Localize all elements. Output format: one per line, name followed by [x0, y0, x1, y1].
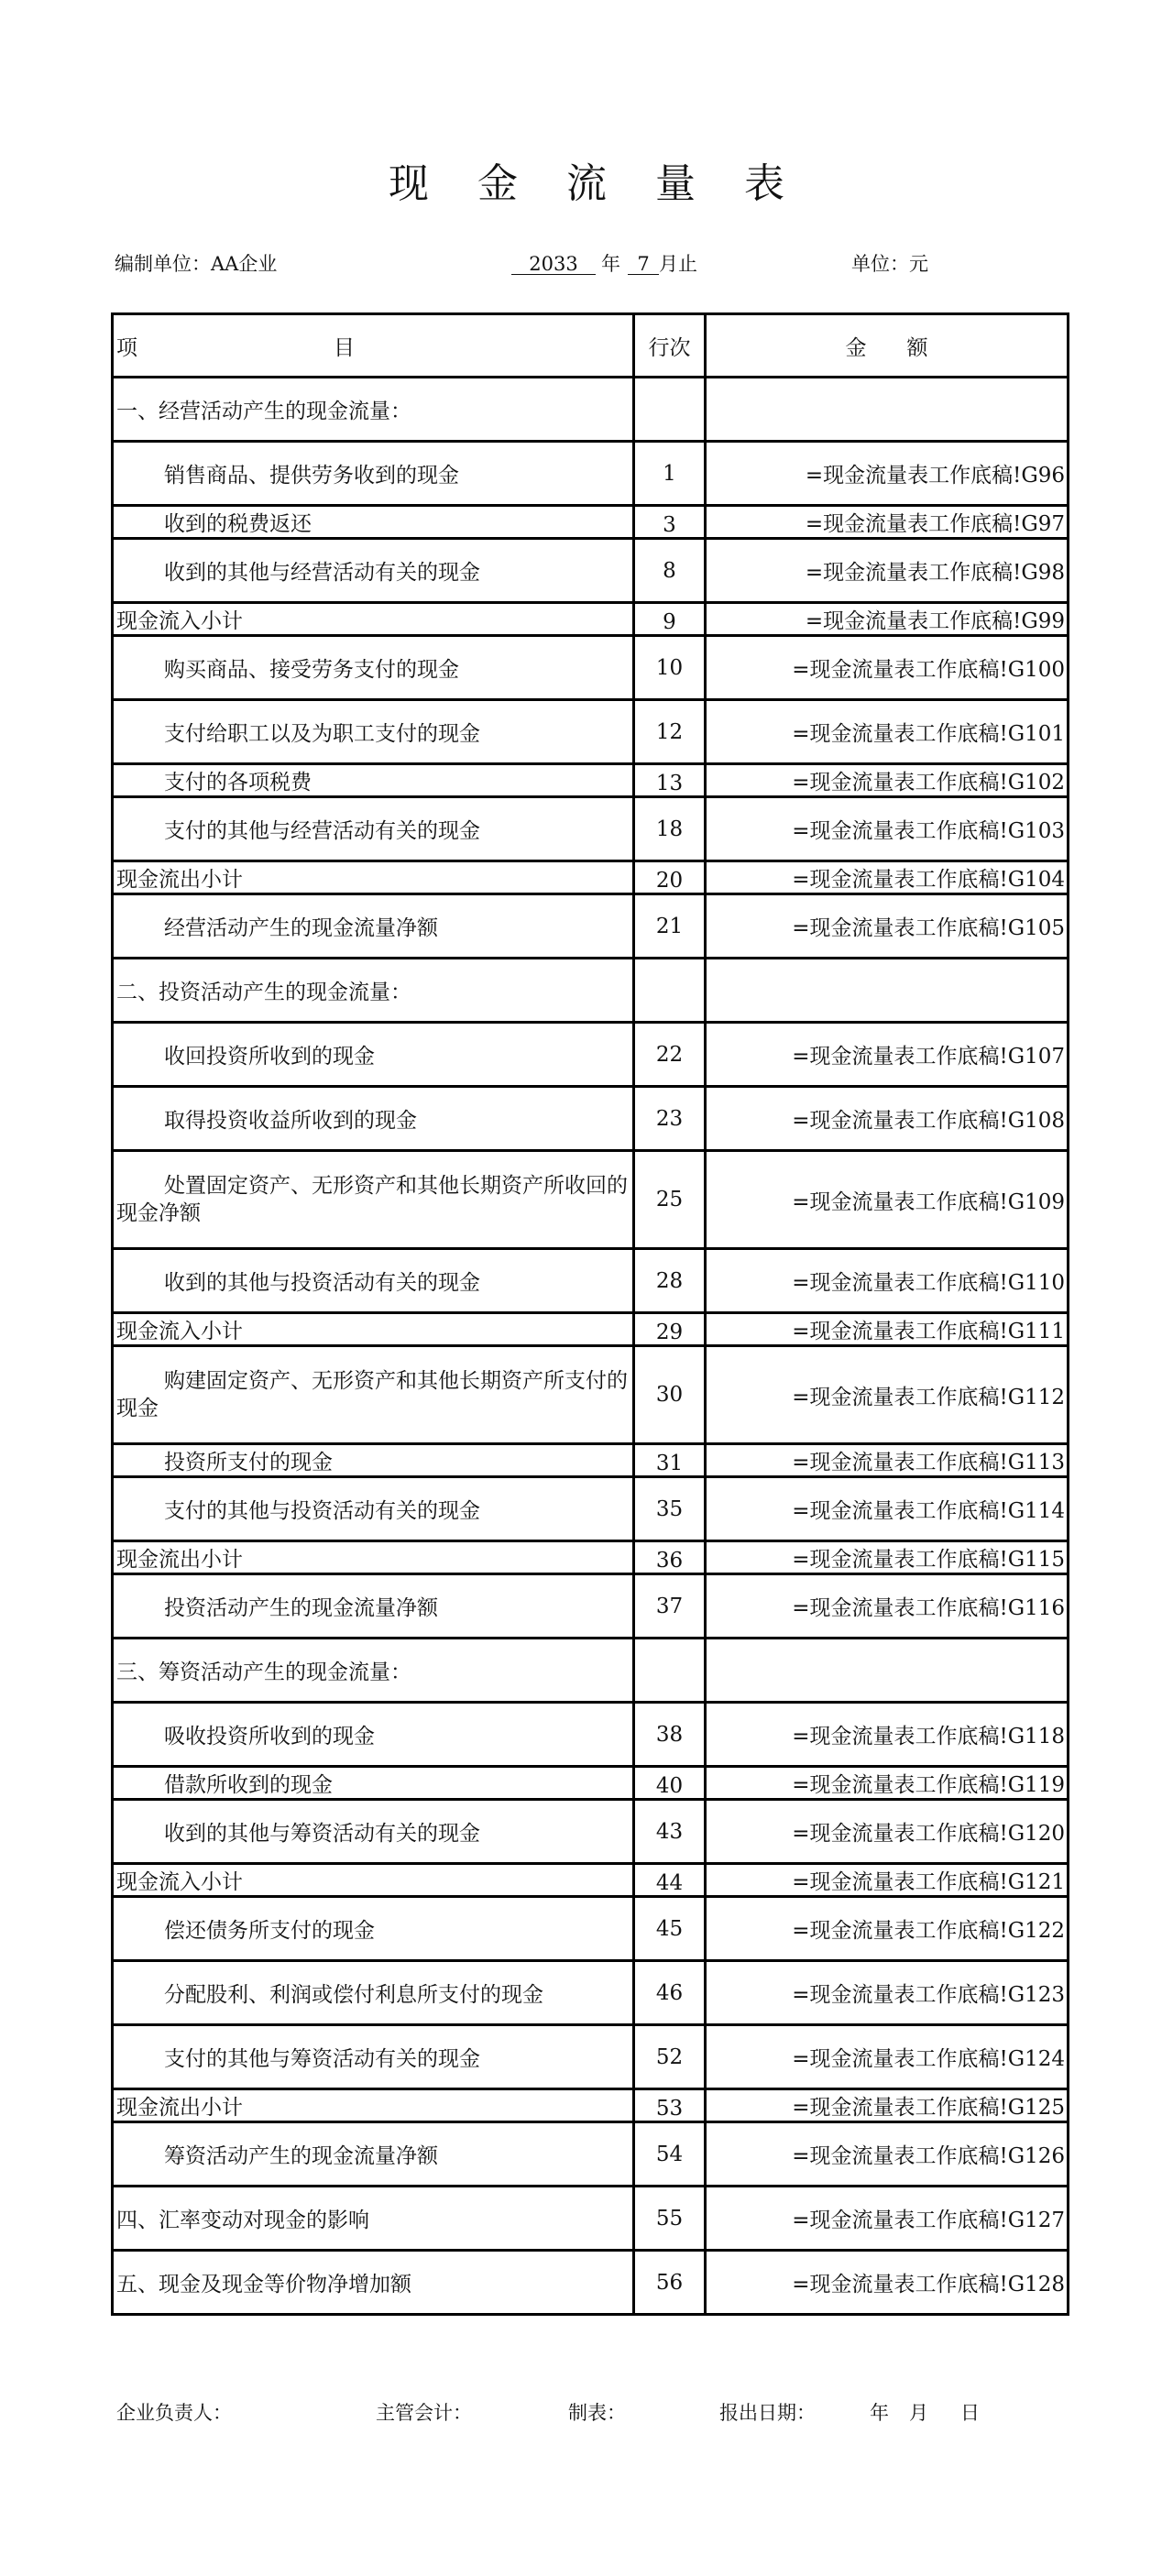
- amount-cell[interactable]: =现金流量表工作底稿!G107: [706, 1023, 1069, 1087]
- line-no-cell[interactable]: 9: [634, 603, 706, 636]
- table-row: [113, 1897, 1069, 1961]
- amount-cell[interactable]: =现金流量表工作底稿!G125: [706, 2089, 1069, 2122]
- item-label: 投资活动产生的现金流量净额: [164, 1596, 438, 1620]
- line-no-cell[interactable]: 40: [634, 1767, 706, 1800]
- header-item: [113, 314, 634, 378]
- item-cell[interactable]: [113, 1800, 634, 1864]
- table-row: [113, 1023, 1069, 1087]
- table-row: [113, 1961, 1069, 2025]
- item-label: 投资所支付的现金: [164, 1451, 333, 1474]
- item-cell[interactable]: [113, 1477, 634, 1541]
- amount-cell[interactable]: =现金流量表工作底稿!G123: [706, 1961, 1069, 2025]
- line-no-cell[interactable]: 13: [634, 764, 706, 797]
- line-no-cell[interactable]: 44: [634, 1864, 706, 1897]
- table-row: [113, 2025, 1069, 2089]
- amount-cell[interactable]: =现金流量表工作底稿!G110: [706, 1249, 1069, 1313]
- item-label: 一、经营活动产生的现金流量：: [116, 400, 411, 423]
- item-cell[interactable]: [113, 700, 634, 764]
- item-cell[interactable]: [113, 1703, 634, 1767]
- table-row: [113, 700, 1069, 764]
- table-row: [113, 539, 1069, 603]
- footer-chief-accountant: 主管会计：: [376, 2402, 472, 2424]
- table-row: [113, 442, 1069, 506]
- line-no-cell[interactable]: 18: [634, 797, 706, 861]
- section-row: [113, 2251, 1069, 2315]
- item-cell[interactable]: [113, 636, 634, 700]
- line-no-cell[interactable]: 22: [634, 1023, 706, 1087]
- amount-cell[interactable]: =现金流量表工作底稿!G126: [706, 2122, 1069, 2187]
- subtotal-row: [113, 2089, 1069, 2122]
- amount-cell[interactable]: =现金流量表工作底稿!G124: [706, 2025, 1069, 2089]
- amount-cell[interactable]: =现金流量表工作底稿!G122: [706, 1897, 1069, 1961]
- amount-cell[interactable]: =现金流量表工作底稿!G114: [706, 1477, 1069, 1541]
- table-row: [113, 1444, 1069, 1477]
- amount-cell[interactable]: [706, 378, 1069, 442]
- item-cell[interactable]: [113, 1864, 634, 1897]
- item-label: 支付的其他与经营活动有关的现金: [164, 819, 480, 843]
- line-no-cell[interactable]: 36: [634, 1541, 706, 1574]
- item-cell[interactable]: [113, 1249, 634, 1313]
- header-amount: 金额: [706, 314, 1069, 378]
- item-label: 收回投资所收到的现金: [164, 1045, 375, 1069]
- table-row: [113, 1249, 1069, 1313]
- header-line-no: 行次: [634, 314, 706, 378]
- amount-cell[interactable]: =现金流量表工作底稿!G98: [706, 539, 1069, 603]
- section-row: [113, 1639, 1069, 1703]
- line-no-cell[interactable]: [634, 1639, 706, 1703]
- item-label: 支付的其他与投资活动有关的现金: [164, 1499, 480, 1523]
- line-no-cell[interactable]: 53: [634, 2089, 706, 2122]
- item-cell[interactable]: [113, 1087, 634, 1151]
- amount-cell[interactable]: =现金流量表工作底稿!G108: [706, 1087, 1069, 1151]
- item-label: 吸收投资所收到的现金: [164, 1725, 375, 1748]
- item-label: 收到的其他与投资活动有关的现金: [164, 1271, 480, 1295]
- amount-cell[interactable]: =现金流量表工作底稿!G120: [706, 1800, 1069, 1864]
- line-no-cell[interactable]: 10: [634, 636, 706, 700]
- section-row: [113, 2187, 1069, 2251]
- table-row: [113, 1800, 1069, 1864]
- amount-cell[interactable]: [706, 1639, 1069, 1703]
- report-month: 7: [628, 254, 659, 275]
- amount-cell[interactable]: =现金流量表工作底稿!G99: [706, 603, 1069, 636]
- item-cell[interactable]: [113, 603, 634, 636]
- item-label: 收到的其他与经营活动有关的现金: [164, 561, 480, 585]
- item-cell[interactable]: [113, 861, 634, 894]
- item-cell[interactable]: [113, 2187, 634, 2251]
- table-row: [113, 2122, 1069, 2187]
- footer-preparer: 制表：: [568, 2402, 626, 2424]
- item-label: 收到的其他与筹资活动有关的现金: [164, 1822, 480, 1846]
- amount-cell[interactable]: =现金流量表工作底稿!G128: [706, 2251, 1069, 2315]
- line-no-cell[interactable]: 54: [634, 2122, 706, 2187]
- amount-cell[interactable]: =现金流量表工作底稿!G121: [706, 1864, 1069, 1897]
- item-label: 支付给职工以及为职工支付的现金: [164, 722, 480, 746]
- amount-cell[interactable]: =现金流量表工作底稿!G111: [706, 1313, 1069, 1346]
- amount-cell[interactable]: =现金流量表工作底稿!G104: [706, 861, 1069, 894]
- item-label: 现金流入小计: [116, 1870, 243, 1894]
- amount-cell[interactable]: =现金流量表工作底稿!G102: [706, 764, 1069, 797]
- line-no-cell[interactable]: 37: [634, 1574, 706, 1639]
- currency-unit: 单位：元: [851, 253, 928, 275]
- line-no-cell[interactable]: 56: [634, 2251, 706, 2315]
- item-cell[interactable]: [113, 1151, 634, 1249]
- line-no-cell[interactable]: 29: [634, 1313, 706, 1346]
- amount-cell[interactable]: =现金流量表工作底稿!G112: [706, 1346, 1069, 1444]
- year-suffix: 年: [601, 253, 620, 275]
- amount-cell[interactable]: =现金流量表工作底稿!G113: [706, 1444, 1069, 1477]
- item-cell[interactable]: [113, 1023, 634, 1087]
- item-label: 现金流出小计: [116, 1548, 243, 1572]
- cash-flow-table: [111, 312, 1069, 2316]
- item-cell[interactable]: [113, 894, 634, 959]
- item-label: 经营活动产生的现金流量净额: [164, 916, 438, 940]
- item-label: 销售商品、提供劳务收到的现金: [164, 464, 459, 488]
- subtotal-row: [113, 861, 1069, 894]
- amount-cell[interactable]: =现金流量表工作底稿!G109: [706, 1151, 1069, 1249]
- item-label: 借款所收到的现金: [164, 1773, 333, 1797]
- item-cell[interactable]: [113, 1444, 634, 1477]
- item-cell[interactable]: [113, 1541, 634, 1574]
- item-cell[interactable]: [113, 539, 634, 603]
- report-year: 2033: [511, 254, 596, 275]
- item-label: 现金流出小计: [116, 868, 243, 892]
- item-cell[interactable]: [113, 1767, 634, 1800]
- amount-cell[interactable]: =现金流量表工作底稿!G118: [706, 1703, 1069, 1767]
- line-no-cell[interactable]: 43: [634, 1800, 706, 1864]
- item-cell[interactable]: [113, 2122, 634, 2187]
- amount-cell[interactable]: =现金流量表工作底稿!G96: [706, 442, 1069, 506]
- item-cell[interactable]: [113, 506, 634, 539]
- item-label: 取得投资收益所收到的现金: [164, 1109, 417, 1133]
- line-no-cell[interactable]: 20: [634, 861, 706, 894]
- amount-cell[interactable]: =现金流量表工作底稿!G103: [706, 797, 1069, 861]
- item-label: 收到的税费返还: [164, 512, 312, 536]
- item-cell[interactable]: [113, 1346, 634, 1444]
- section-row: [113, 378, 1069, 442]
- table-row: [113, 797, 1069, 861]
- line-no-cell[interactable]: 45: [634, 1897, 706, 1961]
- amount-cell[interactable]: =现金流量表工作底稿!G116: [706, 1574, 1069, 1639]
- item-label: 四、汇率变动对现金的影响: [116, 2209, 369, 2232]
- subtotal-row: [113, 1864, 1069, 1897]
- line-no-cell[interactable]: 8: [634, 539, 706, 603]
- item-label: 现金流入小计: [116, 609, 243, 633]
- amount-cell[interactable]: =现金流量表工作底稿!G100: [706, 636, 1069, 700]
- amount-cell[interactable]: =现金流量表工作底稿!G115: [706, 1541, 1069, 1574]
- line-no-cell[interactable]: 21: [634, 894, 706, 959]
- page-title: 现金流量表: [389, 160, 833, 207]
- item-cell[interactable]: [113, 2025, 634, 2089]
- item-cell[interactable]: [113, 378, 634, 442]
- header-item-right: 目: [334, 335, 355, 360]
- amount-cell[interactable]: =现金流量表工作底稿!G97: [706, 506, 1069, 539]
- subtotal-row: [113, 1541, 1069, 1574]
- footer-month: 月: [909, 2402, 928, 2424]
- table-row: [113, 894, 1069, 959]
- footer-year: 年: [870, 2402, 889, 2424]
- amount-cell[interactable]: =现金流量表工作底稿!G119: [706, 1767, 1069, 1800]
- item-label: 偿还债务所支付的现金: [164, 1919, 375, 1943]
- item-cell[interactable]: [113, 1961, 634, 2025]
- line-no-cell[interactable]: 38: [634, 1703, 706, 1767]
- table-header-row: [113, 314, 1069, 378]
- line-no-cell[interactable]: 35: [634, 1477, 706, 1541]
- item-label: 购建固定资产、无形资产和其他长期资产所支付的现金: [116, 1369, 628, 1420]
- item-cell[interactable]: [113, 1574, 634, 1639]
- table-row: [113, 1477, 1069, 1541]
- amount-cell[interactable]: =现金流量表工作底稿!G105: [706, 894, 1069, 959]
- line-no-cell[interactable]: 3: [634, 506, 706, 539]
- table-row: [113, 764, 1069, 797]
- item-label: 三、筹资活动产生的现金流量：: [116, 1661, 411, 1684]
- table-row: [113, 1087, 1069, 1151]
- item-cell[interactable]: [113, 2089, 634, 2122]
- item-label: 现金流入小计: [116, 1320, 243, 1343]
- footer-report-date: 报出日期：: [719, 2402, 816, 2424]
- footer-day: 日: [960, 2402, 980, 2424]
- line-no-cell[interactable]: 28: [634, 1249, 706, 1313]
- line-no-cell[interactable]: 1: [634, 442, 706, 506]
- item-cell[interactable]: [113, 1639, 634, 1703]
- item-label: 筹资活动产生的现金流量净额: [164, 2144, 438, 2168]
- item-cell[interactable]: [113, 1897, 634, 1961]
- item-cell[interactable]: [113, 2251, 634, 2315]
- line-no-cell[interactable]: 23: [634, 1087, 706, 1151]
- item-cell[interactable]: [113, 797, 634, 861]
- table-row: [113, 1151, 1069, 1249]
- item-cell[interactable]: [113, 764, 634, 797]
- month-suffix: 月止: [659, 253, 697, 275]
- item-label: 二、投资活动产生的现金流量：: [116, 981, 411, 1004]
- item-cell[interactable]: [113, 442, 634, 506]
- item-cell[interactable]: [113, 1313, 634, 1346]
- header-item-left: 项: [116, 335, 137, 360]
- line-no-cell[interactable]: 52: [634, 2025, 706, 2089]
- item-cell[interactable]: [113, 959, 634, 1023]
- table-row: [113, 1574, 1069, 1639]
- item-label: 五、现金及现金等价物净增加额: [116, 2273, 411, 2296]
- item-label: 支付的其他与筹资活动有关的现金: [164, 2047, 480, 2071]
- line-no-cell[interactable]: 46: [634, 1961, 706, 2025]
- line-no-cell[interactable]: 25: [634, 1151, 706, 1249]
- item-label: 现金流出小计: [116, 2096, 243, 2120]
- amount-cell[interactable]: =现金流量表工作底稿!G127: [706, 2187, 1069, 2251]
- table-row: [113, 636, 1069, 700]
- table-row: [113, 1767, 1069, 1800]
- table-row: [113, 1346, 1069, 1444]
- footer-manager: 企业负责人：: [116, 2402, 232, 2424]
- line-no-cell[interactable]: [634, 378, 706, 442]
- line-no-cell[interactable]: 12: [634, 700, 706, 764]
- item-label: 支付的各项税费: [164, 771, 312, 795]
- amount-cell[interactable]: =现金流量表工作底稿!G101: [706, 700, 1069, 764]
- preparing-unit: 编制单位：AA企业: [115, 253, 278, 275]
- line-no-cell[interactable]: 31: [634, 1444, 706, 1477]
- table-row: [113, 1703, 1069, 1767]
- section-row: [113, 959, 1069, 1023]
- line-no-cell[interactable]: 30: [634, 1346, 706, 1444]
- subtotal-row: [113, 603, 1069, 636]
- line-no-cell[interactable]: [634, 959, 706, 1023]
- table-row: [113, 506, 1069, 539]
- subtotal-row: [113, 1313, 1069, 1346]
- item-label: 购买商品、接受劳务支付的现金: [164, 658, 459, 682]
- amount-cell[interactable]: [706, 959, 1069, 1023]
- line-no-cell[interactable]: 55: [634, 2187, 706, 2251]
- report-period: [511, 253, 697, 275]
- item-label: 处置固定资产、无形资产和其他长期资产所收回的现金净额: [116, 1174, 628, 1225]
- item-label: 分配股利、利润或偿付利息所支付的现金: [164, 1983, 543, 2007]
